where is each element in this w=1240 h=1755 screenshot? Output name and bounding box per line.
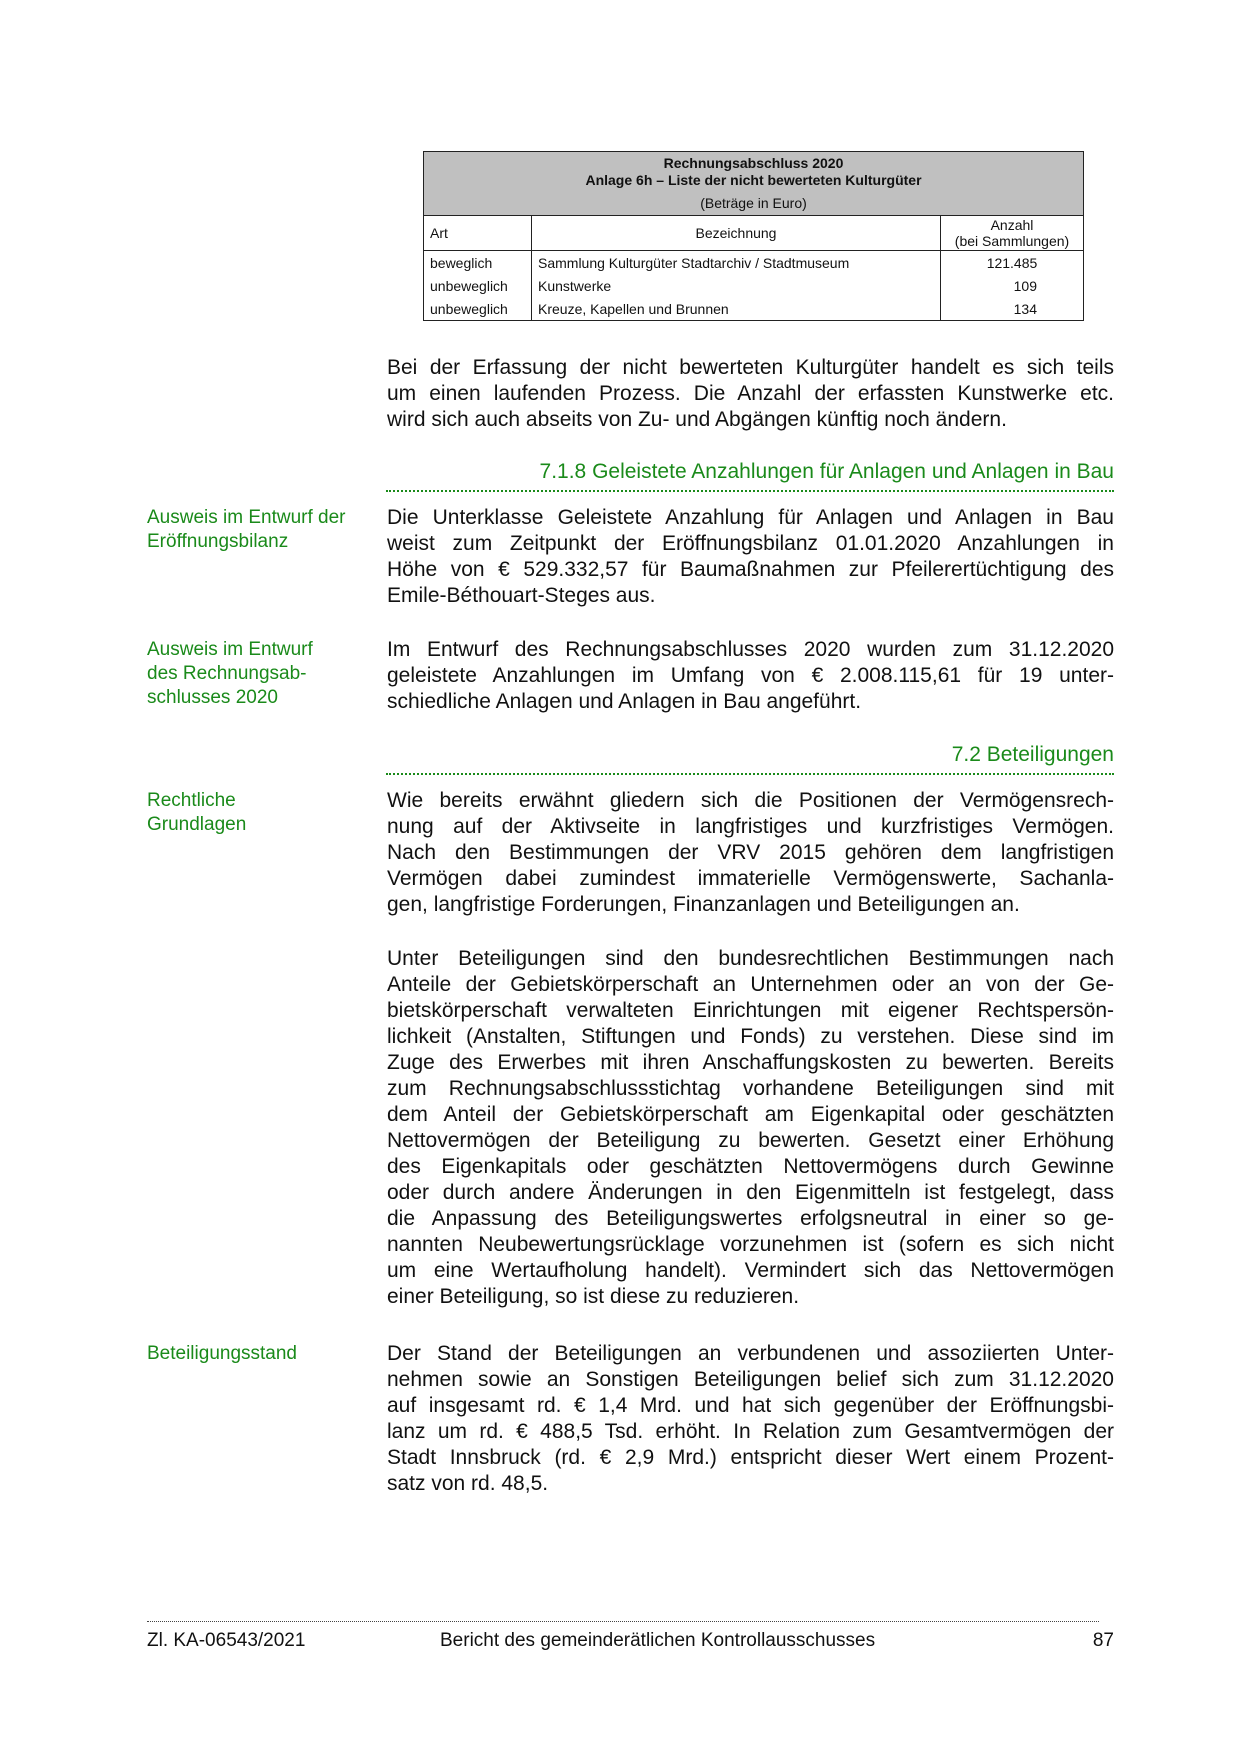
- paragraph-rechnungsabschluss: Im Entwurf des Rechnungsabschlusses 2020 wurden zum 31.12.2020 geleistete Anzahlungen im Umfang von € 2.008.115,61 für 19 unter- schiedliche Anlagen und Anlagen in Bau angeführt.: [387, 638, 1114, 713]
- heading-divider: [386, 490, 1114, 492]
- table-subtitle: Anlage 6h – Liste der nicht bewerteten Kulturgüter: [585, 172, 922, 188]
- cell-anzahl: 109: [941, 274, 1084, 297]
- column-header-anzahl: Anzahl (bei Sammlungen): [941, 216, 1084, 251]
- column-header-art: Art: [424, 216, 532, 251]
- kulturgueter-table: [423, 151, 1084, 321]
- cell-art: unbeweglich: [424, 297, 532, 321]
- table-row: [424, 251, 1084, 275]
- paragraph-beteiligungen-definition: Unter Beteiligungen sind den bundesrechtlichen Bestimmungen nach Anteile der Gebietskörperschaft an Unternehmen oder an von der Ge- bietskörperschaft verwalteten Einrichtungen mit eigener Rechtspersön- lichkeit (Anstalten, Stiftungen und Fonds) zu verstehen. Diese sind im Zuge des Erwerbes mit ihren Anschaffungskosten zu bewerten. Bereits zum Rechnungsabschlussstichtag vorhandene Beteiligungen sind mit dem Anteil der Gebietskörperschaft am Eigenkapital oder geschätzten Nettovermögen der Beteiligung zu bewerten. Gesetzt einer Erhöhung des Eigenkapitals oder geschätzten Nettovermögens durch Gewinne oder durch andere Änderungen in den Eigenmitteln ist festgelegt, dass die Anpassung des Beteiligungswertes erfolgsneutral in einer so ge- nannten Neubewertungsrücklage vorzunehmen ist (sofern es sich nicht um eine Wertaufholung handelt). Vermindert sich das Nettovermögen einer Beteiligung, so ist diese zu reduzieren.: [387, 947, 1114, 1308]
- side-label-beteiligungsstand: Beteiligungsstand: [147, 1343, 297, 1364]
- cell-anzahl: 134: [941, 297, 1084, 321]
- table-unit-note: (Beträge in Euro): [700, 195, 807, 211]
- paragraph-beteiligungsstand: Der Stand der Beteiligungen an verbundenen und assoziierten Unter- nehmen sowie an Sonstigen Beteiligungen belief sich zum 31.12.2020 auf insgesamt rd. € 1,4 Mrd. und hat sich gegenüber der Eröffnungsbi- lanz um rd. € 488,5 Tsd. erhöht. In Relation zum Gesamtvermögen der Stadt Innsbruck (rd. € 2,9 Mrd.) entspricht dieser Wert einem Prozent- satz von rd. 48,5.: [387, 1342, 1114, 1495]
- table-row: [424, 297, 1084, 321]
- intro-paragraph: Bei der Erfassung der nicht bewerteten Kulturgüter handelt es sich teils um einen laufenden Prozess. Die Anzahl der erfassten Kunstwerke etc. wird sich auch abseits von Zu- und Abgängen künftig noch ändern.: [387, 356, 1114, 431]
- footer-divider: [147, 1621, 1099, 1622]
- section-heading-7-1-8: 7.1.8 Geleistete Anzahlungen für Anlagen und Anlagen in Bau: [539, 460, 1114, 483]
- column-header-bezeichnung: Bezeichnung: [532, 216, 941, 251]
- side-label-rechtliche-grundlagen: Rechtliche Grundlagen: [147, 790, 247, 835]
- cell-bezeichnung: Sammlung Kulturgüter Stadtarchiv / Stadtmuseum: [532, 251, 941, 275]
- side-label-eroeffnungsbilanz: Ausweis im Entwurf der Eröffnungsbilanz: [147, 507, 346, 552]
- page-number: 87: [1092, 1630, 1114, 1651]
- cell-bezeichnung: Kunstwerke: [532, 274, 941, 297]
- cell-bezeichnung: Kreuze, Kapellen und Brunnen: [532, 297, 941, 321]
- table-title: Rechnungsabschluss 2020: [663, 155, 844, 171]
- side-label-rechnungsabschluss: Ausweis im Entwurf des Rechnungsab- schlusses 2020: [147, 639, 313, 708]
- heading-divider: [386, 773, 1114, 775]
- footer-reference: Zl. KA-06543/2021: [147, 1630, 306, 1651]
- cell-art: unbeweglich: [424, 274, 532, 297]
- paragraph-rechtliche-grundlagen: Wie bereits erwähnt gliedern sich die Positionen der Vermögensrech- nung auf der Aktivseite in langfristiges und kurzfristiges Vermögen. Nach den Bestimmungen der VRV 2015 gehören dem langfristigen Vermögen dabei zumindest immaterielle Vermögenswerte, Sachanla- gen, langfristige Forderungen, Finanzanlagen und Beteiligungen an.: [387, 789, 1114, 916]
- table-title-row: [424, 152, 1084, 216]
- paragraph-eroeffnungsbilanz: Die Unterklasse Geleistete Anzahlung für Anlagen und Anlagen in Bau weist zum Zeitpunkt der Eröffnungsbilanz 01.01.2020 Anzahlungen in Höhe von € 529.332,57 für Baumaßnahmen zur Pfeilerertüchtigung des Emile-Béthouart-Steges aus.: [387, 506, 1114, 607]
- table-header-row: [424, 216, 1084, 251]
- footer-title: Bericht des gemeinderätlichen Kontrollausschusses: [440, 1630, 876, 1651]
- table-row: [424, 274, 1084, 297]
- cell-anzahl: 121.485: [941, 251, 1084, 275]
- section-heading-7-2: 7.2 Beteiligungen: [951, 743, 1114, 766]
- cell-art: beweglich: [424, 251, 532, 275]
